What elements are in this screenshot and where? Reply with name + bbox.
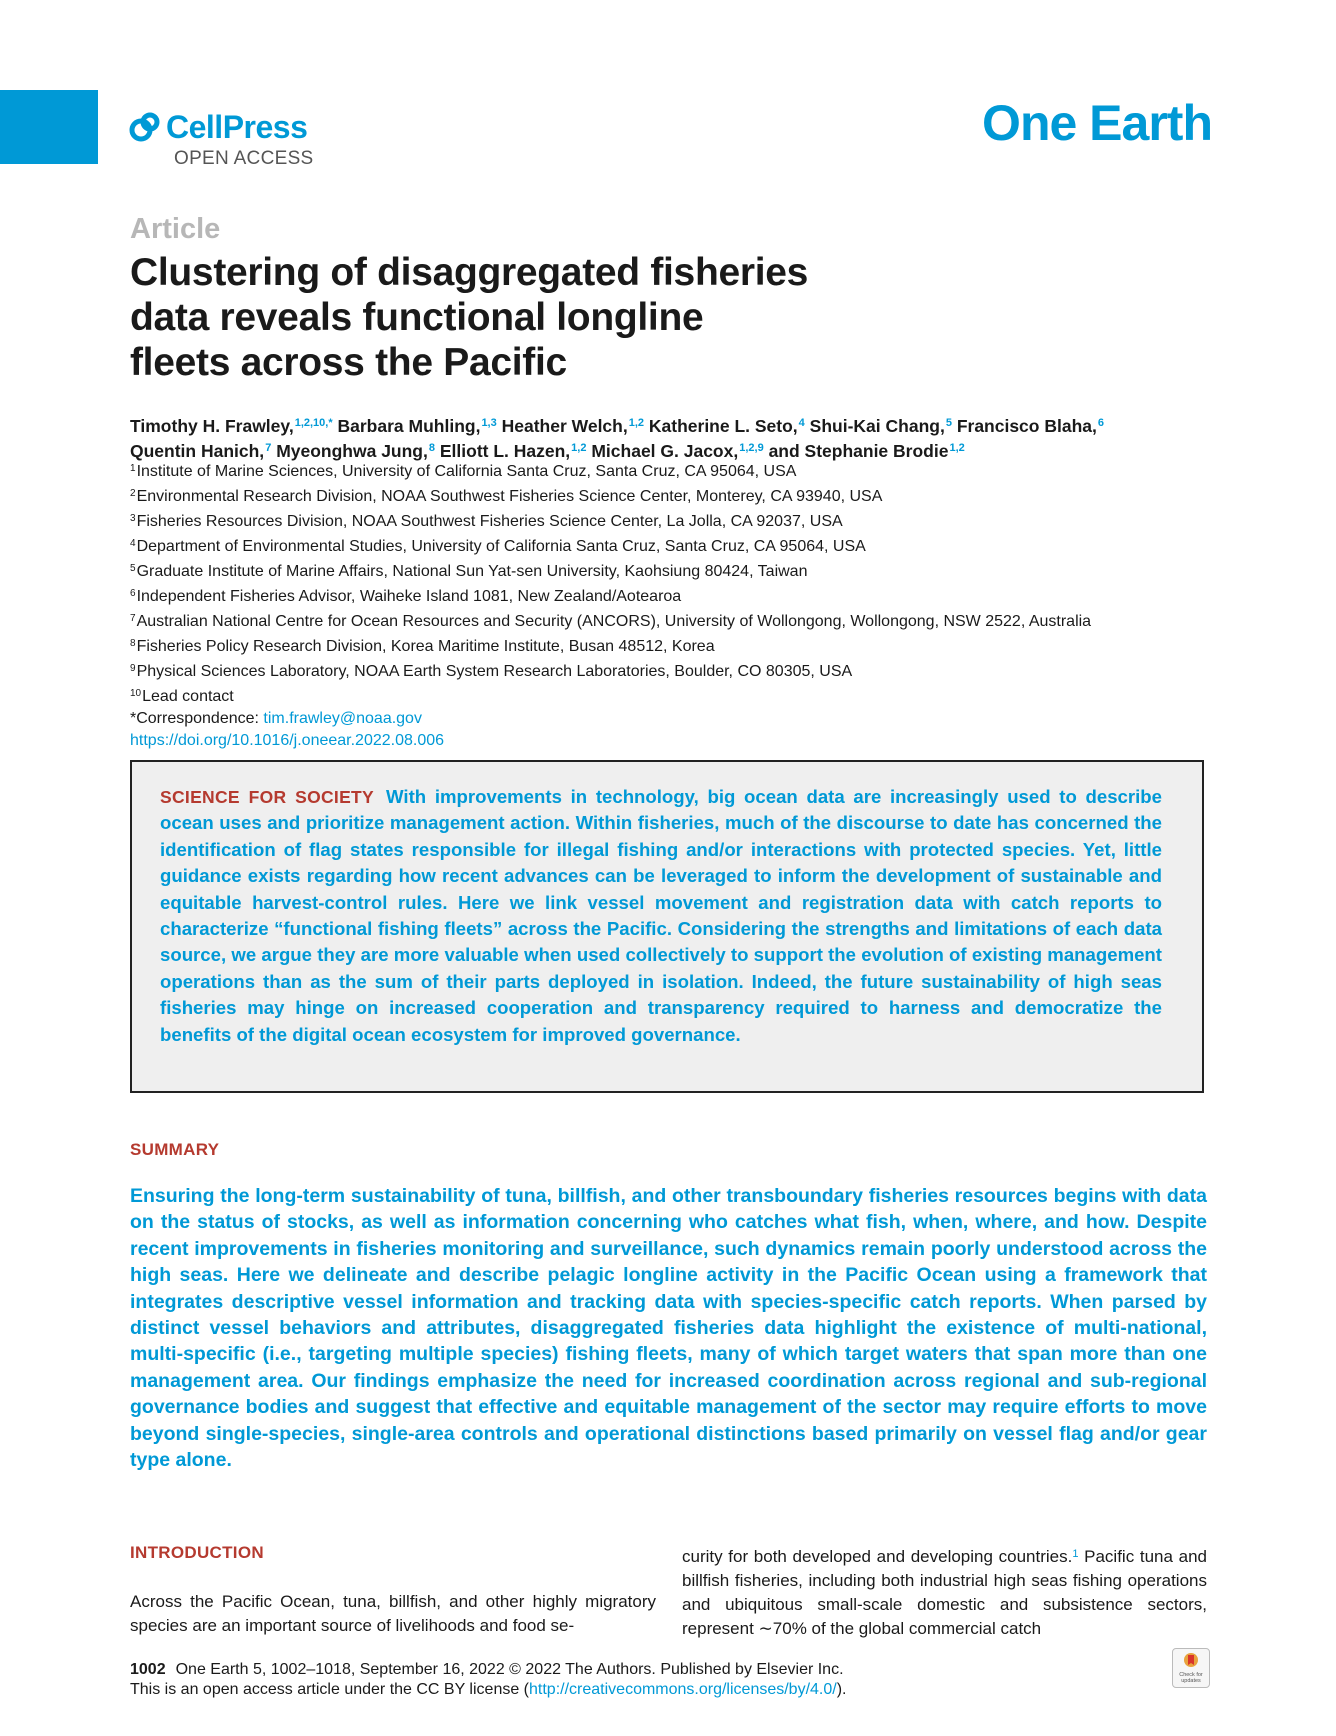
author-sup[interactable]: 1,2 <box>571 442 587 454</box>
doi-link[interactable]: https://doi.org/10.1016/j.oneear.2022.08.006 <box>130 732 445 749</box>
affiliation <box>130 583 1220 608</box>
title-line: Clustering of disaggregated fisheries <box>130 251 809 294</box>
affiliations <box>130 458 1220 752</box>
affiliation-number: 6 <box>130 588 136 599</box>
reference-link[interactable]: 1 <box>1072 1548 1079 1560</box>
check-for-updates-badge[interactable] <box>1172 1648 1210 1688</box>
article-type-label: Article <box>130 213 221 245</box>
author-name[interactable]: Shui-Kai Chang, <box>809 416 945 436</box>
affiliation-number: 8 <box>130 638 136 649</box>
science-for-society-box <box>130 760 1204 1093</box>
license-link[interactable]: http://creativecommons.org/licenses/by/4.0/ <box>529 1681 837 1698</box>
author-name[interactable]: Quentin Hanich, <box>130 441 265 461</box>
summary-heading: SUMMARY <box>130 1140 220 1159</box>
header-accent-bar <box>0 90 98 164</box>
author-name[interactable]: Michael G. Jacox, <box>591 441 739 461</box>
affiliation <box>130 508 1220 533</box>
publisher-logo[interactable] <box>128 110 307 144</box>
correspondence-email-link[interactable]: tim.frawley@noaa.gov <box>263 710 422 727</box>
author-name[interactable]: Heather Welch, <box>501 416 628 436</box>
open-access-label: OPEN ACCESS <box>174 148 314 169</box>
intro-text: curity for both developed and developing countries. <box>682 1547 1073 1566</box>
affiliation <box>130 633 1220 658</box>
affiliation-text: Australian National Centre for Ocean Resources and Security (ANCORS), University of Wollongong, Wollongong, NSW 2522, Australia <box>136 613 1092 630</box>
author-name[interactable]: Katherine L. Seto, <box>648 416 798 436</box>
publisher-name: CellPress <box>166 109 308 145</box>
science-for-society-paragraph <box>160 784 1162 1048</box>
title-line: data reveals functional longline <box>130 296 704 339</box>
affiliation <box>130 608 1220 633</box>
introduction-heading: INTRODUCTION <box>130 1543 264 1562</box>
author-sup[interactable]: 8 <box>428 442 435 454</box>
license-text: This is an open access article under the CC BY license ( <box>130 1681 530 1698</box>
science-for-society-text: With improvements in technology, big ocean data are increasingly used to describe ocean uses and prioritize management action. Within fisheries, much of the discourse to date has concerned the identification of flag states responsible for illegal fishing and/or interactions with protected species. Yet, little guidance exists regarding how recent advances can be leveraged to inform the development of sustainable and equitable harvest-control rules. Here we link vessel movement and registration data with catch reports to characterize “functional fishing fleets” across the Pacific. Considering the strengths and limitations of each data source, we argue they are more valuable when used collectively to support the evolution of existing management operations than as the sum of their parts deployed in isolation. Indeed, the future sustainability of high seas fisheries may hinge on increased cooperation and transparency required to harness and democratize the benefits of the digital ocean ecosystem for improved governance. <box>160 786 1162 1045</box>
affiliation-number: 4 <box>130 538 136 549</box>
affiliation-number: 9 <box>130 663 136 674</box>
introduction-right-column <box>682 1542 1207 1641</box>
footer-license-line <box>130 1680 847 1700</box>
affiliation <box>130 683 1220 708</box>
journal-title[interactable]: One Earth <box>982 95 1212 151</box>
affiliation-text: Independent Fisheries Advisor, Waiheke Island 1081, New Zealand/Aotearoa <box>136 588 682 605</box>
introduction-left-column: Across the Pacific Ocean, tuna, billfish, and other highly migratory species are an important source of livelihoods and food se- <box>130 1592 656 1635</box>
author-sup[interactable]: 1,2 <box>628 417 645 429</box>
affiliation-text: Fisheries Policy Research Division, Korea Maritime Institute, Busan 48512, Korea <box>136 638 715 655</box>
author-sup[interactable]: 4 <box>798 417 805 429</box>
affiliation-text: Institute of Marine Sciences, University of California Santa Cruz, Santa Cruz, CA 95064, USA <box>136 463 797 480</box>
correspondence <box>130 708 1220 730</box>
affiliation-text: Physical Sciences Laboratory, NOAA Earth System Research Laboratories, Boulder, CO 80305, USA <box>136 663 853 680</box>
affiliation <box>130 533 1220 558</box>
affiliation <box>130 483 1220 508</box>
page-number: 1002 <box>130 1661 166 1678</box>
cellpress-logo-icon <box>128 110 162 144</box>
author-name[interactable]: Francisco Blaha, <box>956 416 1097 436</box>
affiliation-text: Fisheries Resources Division, NOAA Southwest Fisheries Science Center, La Jolla, CA 92037, USA <box>136 513 843 530</box>
author-sup[interactable]: 5 <box>945 417 952 429</box>
affiliation-number: 1 <box>130 463 136 474</box>
affiliation-number: 3 <box>130 513 136 524</box>
affiliation <box>130 458 1220 483</box>
affiliation <box>130 658 1220 683</box>
author-sup[interactable]: 1,2,10,* <box>294 417 333 429</box>
bookmark-icon <box>1183 1652 1199 1670</box>
footer-citation: One Earth 5, 1002–1018, September 16, 2022 © 2022 The Authors. Published by Elsevier Inc. <box>175 1661 844 1678</box>
author-name[interactable]: Timothy H. Frawley, <box>130 416 294 436</box>
author-sup[interactable]: 1,3 <box>481 417 497 429</box>
author-list <box>130 412 1210 462</box>
author-name[interactable]: Barbara Muhling, <box>337 416 481 436</box>
intro-text: Pacific tuna and billfish fisheries, including both industrial high seas fishing operations and ubiquitous small-scale domestic and subsistence sectors, represent ∼70% of the global commercial catch <box>682 1547 1207 1638</box>
author-name[interactable]: Elliott L. Hazen, <box>439 441 571 461</box>
summary-text: Ensuring the long-term sustainability of tuna, billfish, and other transboundary fisheries resources begins with data on the status of stocks, as well as information concerning who catches what fish, when, where, and how. Despite recent improvements in fisheries monitoring and surveillance, such dynamics remain poorly understood across the high seas. Here we delineate and describe pelagic longline activity in the Pacific Ocean using a framework that integrates descriptive vessel information and tracking data with species-specific catch reports. When parsed by distinct vessel behaviors and attributes, disaggregated fisheries data highlight the existence of multi-national, multi-specific (i.e., targeting multiple species) fishing fleets, many of which target waters that span more than one management area. Our findings emphasize the need for increased coordination across regional and sub-regional governance bodies and suggest that effective and equitable management of the sector may require efforts to move beyond single-species, single-area controls and operational distinctions based primarily on vessel flag and/or gear type alone. <box>130 1185 1207 1472</box>
author-name[interactable]: and Stephanie Brodie <box>768 441 949 461</box>
badge-label: Check for updates <box>1179 1672 1203 1684</box>
author-name[interactable]: Myeonghwa Jung, <box>276 441 428 461</box>
doi <box>130 730 1220 752</box>
correspondence-label: *Correspondence: <box>130 710 264 727</box>
affiliation-text: Department of Environmental Studies, University of California Santa Cruz, Santa Cruz, CA 95064, USA <box>136 538 866 555</box>
affiliation-number: 5 <box>130 563 136 574</box>
affiliation-number: 2 <box>130 488 136 499</box>
author-line-1 <box>130 412 1210 437</box>
page-footer <box>130 1660 847 1700</box>
affiliation-number: 10 <box>130 688 142 699</box>
author-sup[interactable]: 1,2,9 <box>739 442 764 454</box>
author-sup[interactable]: 7 <box>265 442 272 454</box>
author-sup[interactable]: 6 <box>1097 417 1104 429</box>
affiliation <box>130 558 1220 583</box>
affiliation-number: 7 <box>130 613 136 624</box>
affiliation-text: Graduate Institute of Marine Affairs, National Sun Yat-sen University, Kaohsiung 80424, Taiwan <box>136 563 808 580</box>
license-text: ). <box>836 1681 847 1698</box>
title-line: fleets across the Pacific <box>130 341 567 384</box>
article-title <box>130 250 950 385</box>
affiliation-text: Environmental Research Division, NOAA Southwest Fisheries Science Center, Monterey, CA 93940, USA <box>136 488 883 505</box>
footer-citation-line <box>130 1660 847 1680</box>
affiliation-text: Lead contact <box>142 688 234 705</box>
science-for-society-label: SCIENCE FOR SOCIETY <box>160 787 375 807</box>
author-sup[interactable]: 1,2 <box>949 442 965 454</box>
